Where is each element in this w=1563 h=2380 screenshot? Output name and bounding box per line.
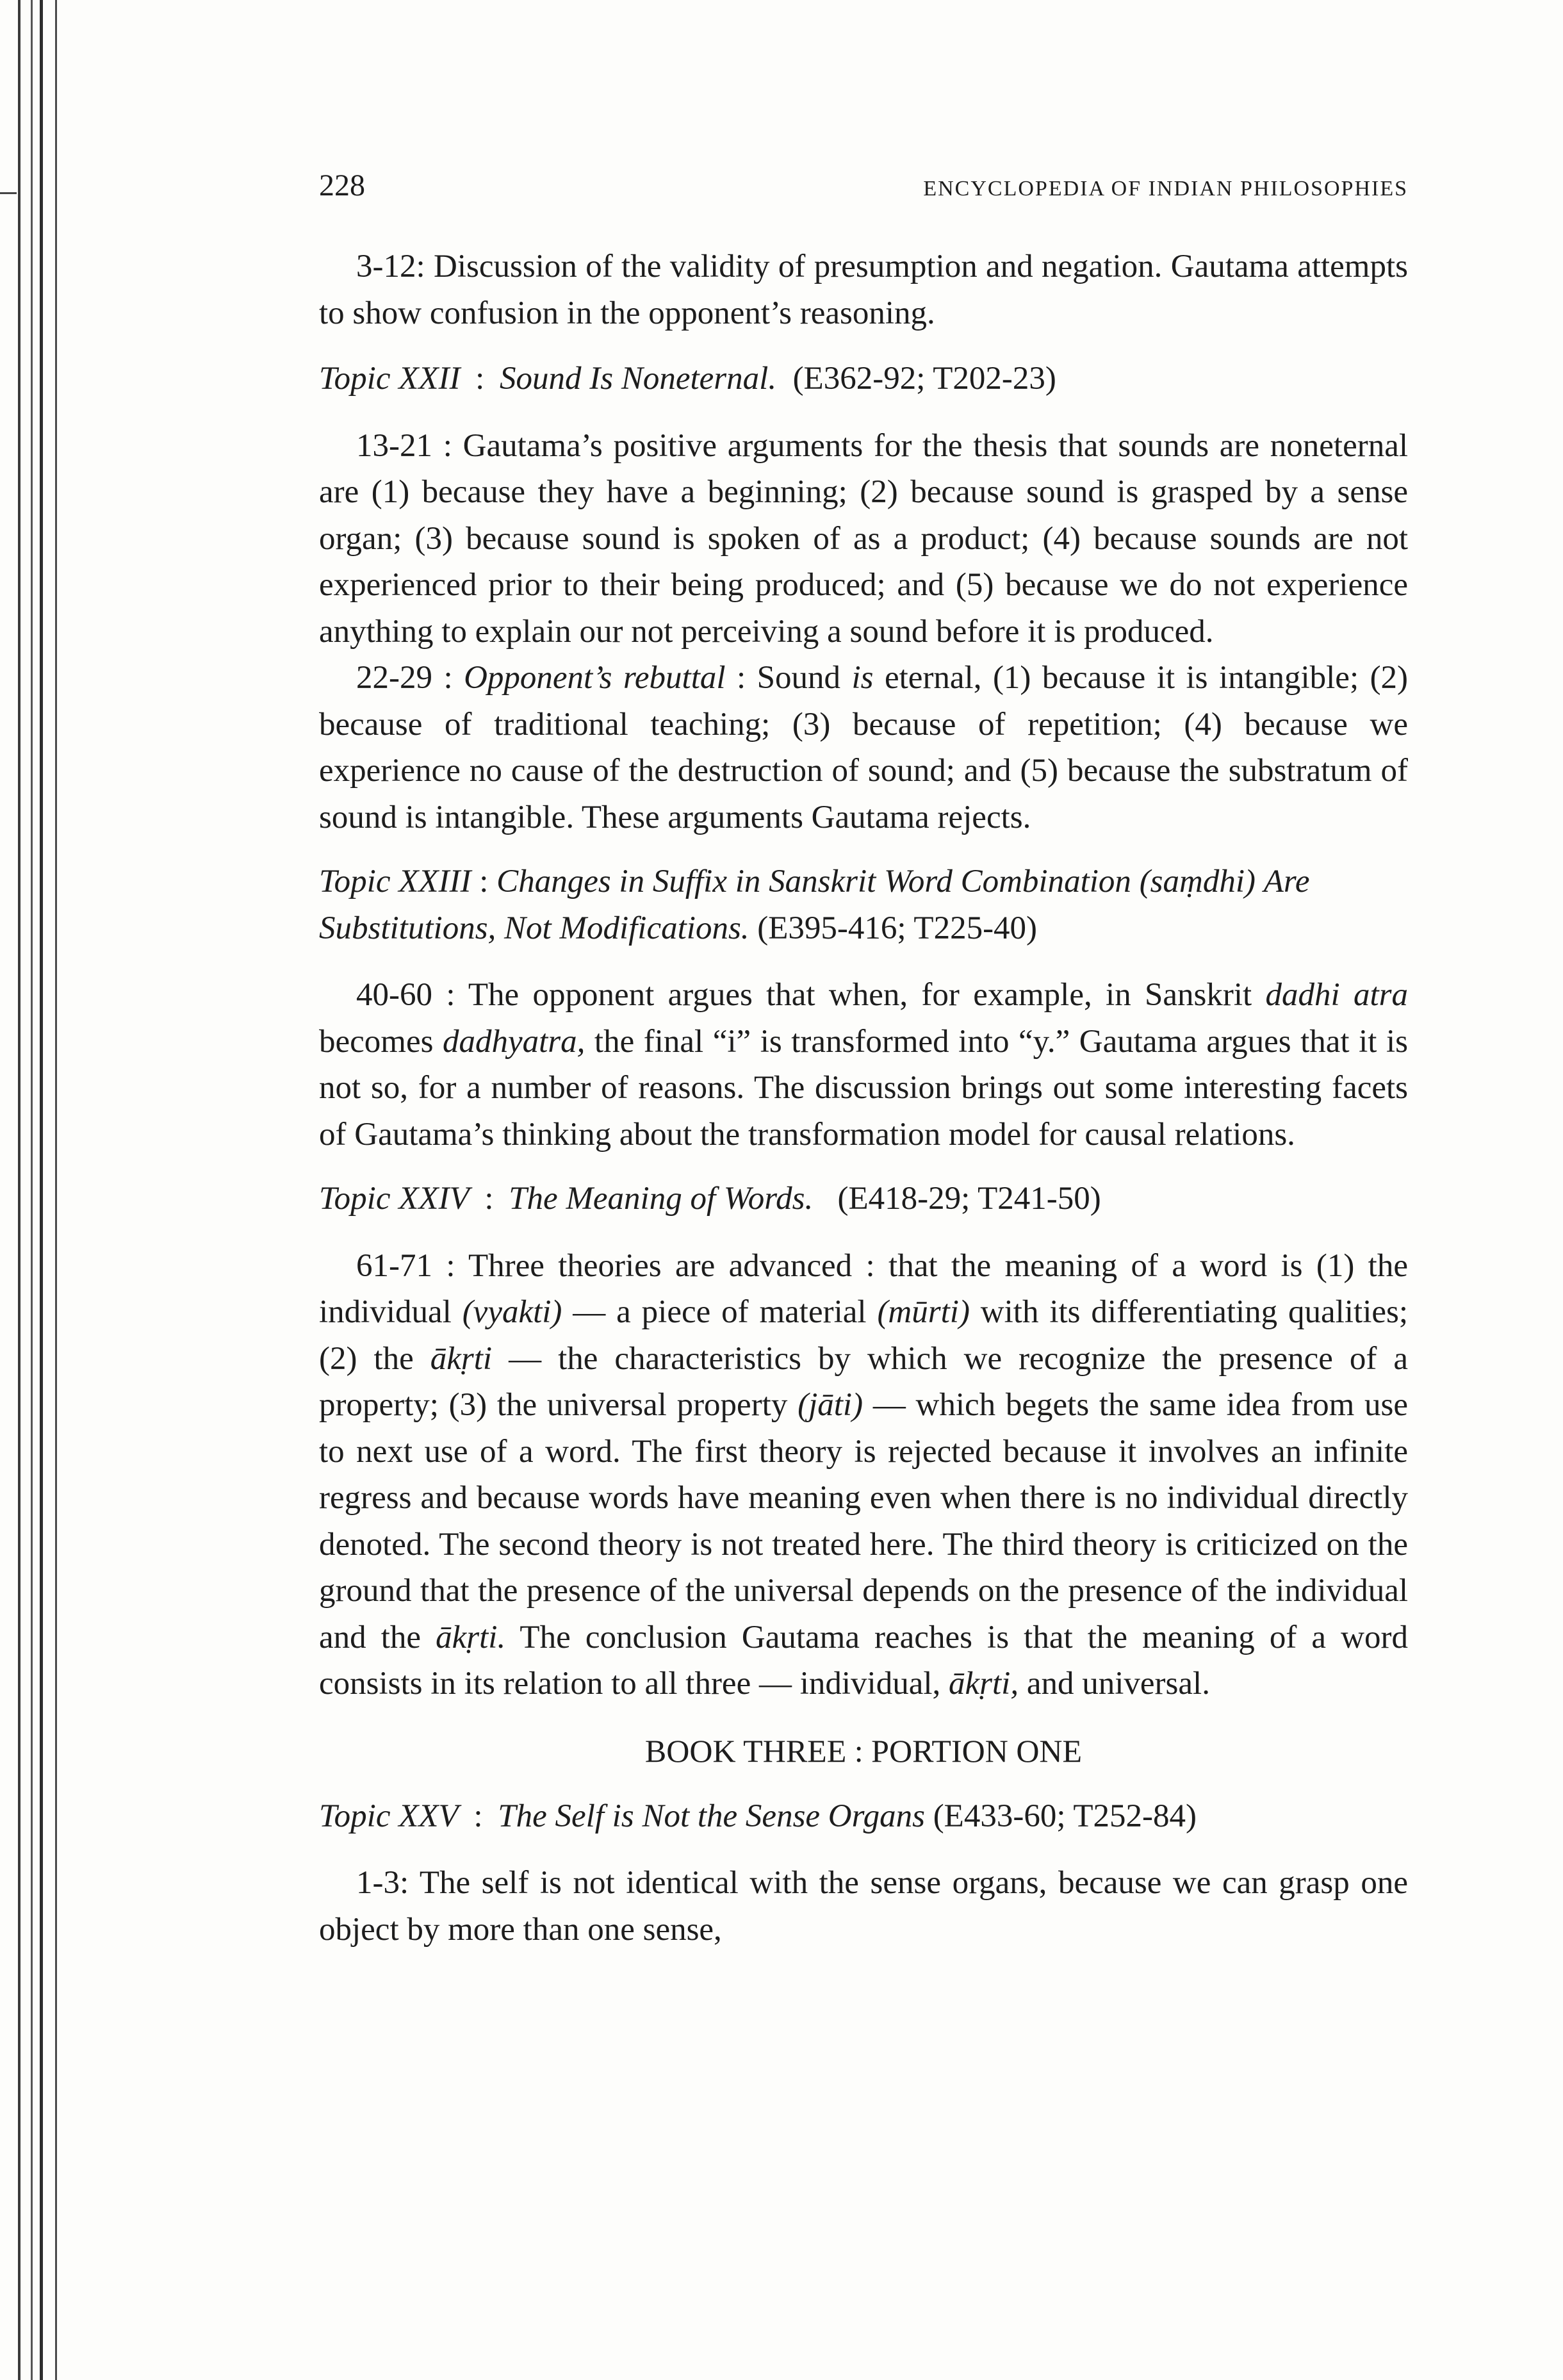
topic-heading-25	[319, 1793, 1408, 1840]
binding-mark	[0, 192, 17, 194]
paragraph-22-29	[319, 655, 1408, 841]
paragraph-text: — a piece of material	[573, 1294, 867, 1330]
paragraph-text: Three theories are advanced : that the meaning of a word is (1) the individual	[319, 1247, 1408, 1330]
topic-title: Sound Is Noneternal.	[500, 361, 777, 397]
sutra-ref: 61-71	[356, 1247, 432, 1284]
emphasis: is	[851, 660, 874, 696]
topic-heading-22	[319, 356, 1408, 402]
sutra-ref: 3-12	[356, 249, 416, 284]
paragraph-text: The conclusion Gautama reaches is that the meaning of a word consists in its relation to all three — individual,	[319, 1619, 1408, 1702]
topic-label: Topic XXII	[319, 361, 461, 397]
paragraph-text: with its differentiating qualities; (2) the	[319, 1294, 1409, 1377]
sanskrit-term: ākṛti	[430, 1340, 493, 1377]
paragraph-1-3	[319, 1860, 1408, 1953]
colon: :	[737, 660, 746, 696]
binding-line	[40, 0, 43, 2380]
sutra-ref: 22-29	[356, 660, 432, 696]
topic-refs: (E418-29; T241-50)	[837, 1181, 1101, 1217]
paragraph-text: Discussion of the validity of presumption and negation. Gautama attempts to show confusion in the opponent’s reasoning.	[319, 249, 1408, 331]
topic-title: The Meaning of Words.	[509, 1181, 814, 1217]
topic-heading-23	[319, 858, 1408, 951]
paragraph-text: eternal, (1) because it is intangible; (2) because of traditional teaching; (3) because of repetition; (4) because we experience no cause of the destruction of sound; and (5) because the substratum of sound is intangible. These arguments Gautama rejects.	[319, 660, 1409, 835]
topic-refs: (E395-416; T225-40)	[757, 910, 1038, 946]
topic-label: Topic XXIV	[319, 1181, 470, 1217]
sanskrit-term: (vyakti)	[462, 1294, 562, 1330]
paragraph-40-60	[319, 972, 1408, 1158]
sanskrit-term: (mūrti)	[877, 1294, 970, 1330]
colon: :	[443, 427, 452, 464]
colon: :	[479, 864, 489, 899]
binding-line	[31, 0, 33, 2380]
paragraph-text: Sound	[757, 660, 841, 696]
colon: :	[484, 1181, 494, 1217]
paragraph-text: — the characteristics by which we recognize the presence of a property; (3) the universal property	[319, 1340, 1409, 1423]
sutra-ref: 1-3	[356, 1865, 400, 1901]
topic-title: Changes in Suffix in Sanskrit Word Combination	[496, 864, 1131, 899]
binding-line	[55, 0, 57, 2380]
page-number: 228	[319, 168, 365, 202]
running-head: ENCYCLOPEDIA OF INDIAN PHILOSOPHIES	[923, 177, 1408, 201]
rebuttal-label: Opponent’s rebuttal	[464, 660, 726, 696]
paragraph-text: The self is not identical with the sense organs, because we can grasp one object by more than one sense,	[319, 1865, 1408, 1948]
colon: :	[446, 1247, 455, 1284]
colon: :	[446, 977, 455, 1013]
binding-edge	[0, 0, 77, 2380]
colon: :	[416, 249, 425, 284]
paragraph-text: — which begets the same idea from use to next use of a word. The first theory is rejected because it involves an infinite regress and because words have meaning even when there is no individual directly denoted. The second theory is not treated here. The third theory is criticized on the ground that the presence of the universal depends on the presence of the individual and the	[319, 1387, 1409, 1655]
sutra-ref: 13-21	[356, 427, 432, 464]
paragraph-text: becomes	[319, 1023, 434, 1060]
binding-line	[18, 0, 20, 2380]
paragraph-text: the final “i” is transformed into “y.” Gautama argues that it is not so, for a number of reasons. The discussion brings out some interesting facets of Gautama’s thinking about the transformation model for causal relations.	[319, 1023, 1408, 1153]
topic-label: Topic XXV	[319, 1798, 459, 1834]
sanskrit-term: dadhyatra,	[442, 1023, 585, 1060]
topic-term: (saṃdhi)	[1139, 864, 1256, 899]
topic-label: Topic XXIII	[319, 864, 471, 899]
paragraph-text: The opponent argues that when, for example, in Sanskrit	[468, 977, 1252, 1013]
page-header	[319, 168, 1408, 232]
topic-title: The Self is Not the Sense Organs	[498, 1798, 925, 1834]
colon: :	[475, 361, 485, 397]
sanskrit-term: dadhi atra	[1265, 977, 1409, 1013]
topic-title: Are Substitutions, Not Modifications.	[319, 864, 1310, 946]
topic-refs: (E362-92; T202-23)	[792, 361, 1056, 397]
colon: :	[473, 1798, 483, 1834]
paragraph-61-71	[319, 1243, 1408, 1707]
sanskrit-term: ākṛti,	[949, 1666, 1019, 1702]
book-heading: BOOK THREE : PORTION ONE	[644, 1732, 1083, 1769]
page-content	[319, 168, 1408, 1953]
topic-refs: (E433-60; T252-84)	[933, 1798, 1197, 1834]
sutra-ref: 40-60	[356, 977, 432, 1013]
paragraph-text: Gautama’s positive arguments for the thesis that sounds are noneternal are (1) because they have a beginning; (2) because sound is grasped by a sense organ; (3) because sound is spoken of as a product; (4) because sounds are not experienced prior to their being produced; and (5) because we do not experience anything to explain our not perceiving a sound before it is produced.	[319, 427, 1409, 650]
colon: :	[443, 660, 453, 696]
sanskrit-term: ākṛti.	[436, 1619, 506, 1655]
paragraph-3-12	[319, 243, 1408, 336]
topic-heading-24	[319, 1176, 1408, 1222]
paragraph-text: and universal.	[1026, 1666, 1210, 1702]
colon: :	[399, 1865, 409, 1901]
paragraph-13-21	[319, 423, 1408, 655]
sanskrit-term: (jāti)	[798, 1387, 863, 1423]
